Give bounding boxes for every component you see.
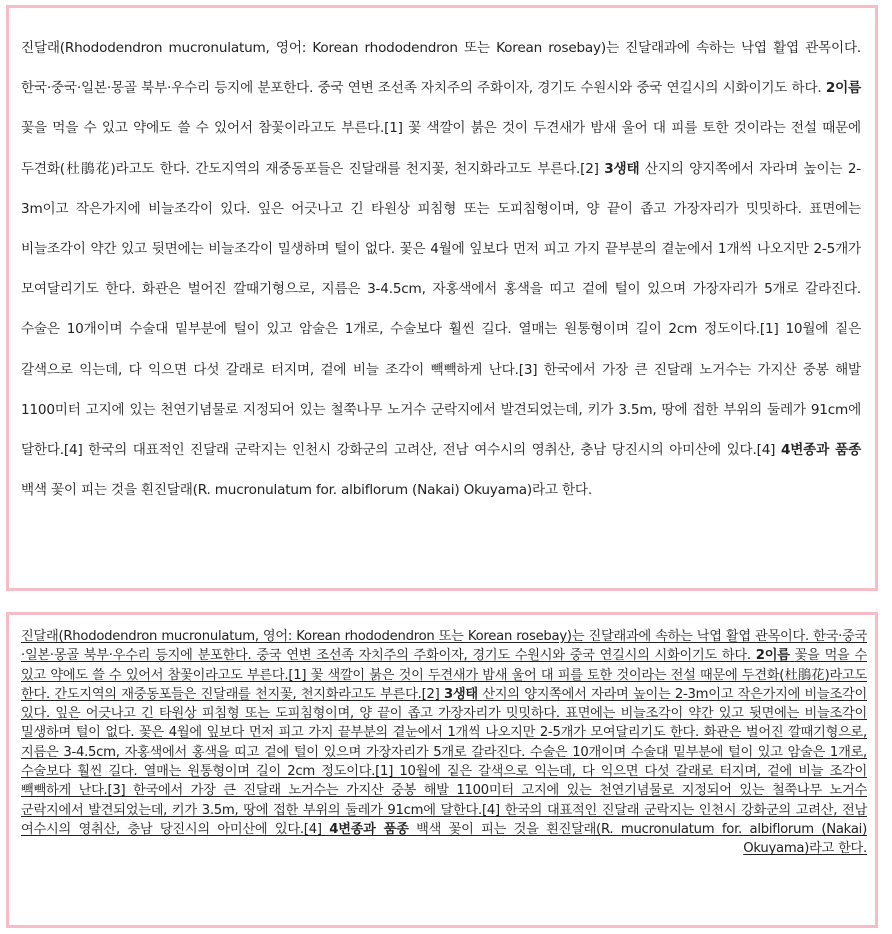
section-heading-name: 2이름 [825,80,861,97]
section-heading-varieties-source: 4변종과 품종 [329,821,409,837]
article-panel-rendered [6,5,878,591]
section-heading-varieties: 4변종과 품종 [780,442,862,459]
section-heading-ecology-source: 3생태 [443,686,478,702]
article-text-source [21,627,867,859]
ecology-section-text-source[interactable]: 산지의 양지쪽에서 자라며 높이는 2-3m이고 작은가지에 비늘조각이 있다. 잎은 어긋나고 긴 타원상 피침형 또는 도피침형이며, 양 끝이 좁고 가장자리가 밋밋하다. 표면에는 비늘조각이 약간 있고 뒷면에는 비늘조각이 밀생하며 털이 없다. 꽃은 4월에 잎보다 먼저 피고 가지 끝부분의 곁눈에서 1개씩 나오지만 2-5개가 모여달리기도 한다. 화관은 벌어진 깔때기형으로, 지름은 3-4.5cm, 자홍색에서 홍색을 띠고 겉에 털이 있으며 가장자리가 5개로 갈라진다. 수술은 10개이며 수술대 밑부분에 털이 있고 암술은 1개로, 수술보다 훨씬 길다. 열매는 원통형이며 길이 2cm 정도이다.[1] 10월에 짙은 갈색으로 익는데, 다 익으면 다섯 갈래로 터지며, 겉에 비늘 조각이 빽빽하게 난다.[3] 한국에서 가장 큰 진달래 노거수는 가지산 중봉 해발 1100미터 고지에 있는 천연기념물로 지정되어 있는 철쭉나무 노거수 군락지에서 발견되었는데, 키가 3.5m, 땅에 접한 부위의 둘레가 91cm에 달한다.[4] 한국의 대표적인 진달래 군락지는 인천시 강화군의 고려산, 전남 여수시의 영취산, 충남 당진시의 아미산에 있다.[4] [21,686,867,837]
article-panel-source [6,612,878,928]
ecology-section-text: 산지의 양지쪽에서 자라며 높이는 2-3m이고 작은가지에 비늘조각이 있다. 잎은 어긋나고 긴 타원상 피침형 또는 도피침형이며, 양 끝이 좁고 가장자리가 밋밋하다. 표면에는 비늘조각이 약간 있고 뒷면에는 비늘조각이 밀생하며 털이 없다. 꽃은 4월에 잎보다 먼저 피고 가지 끝부분의 곁눈에서 1개씩 나오지만 2-5개가 모여달리기도 한다. 화관은 벌어진 깔때기형으로, 지름은 3-4.5cm, 자홍색에서 홍색을 띠고 겉에 털이 있으며 가장자리가 5개로 갈라진다. 수술은 10개이며 수술대 밑부분에 털이 있고 암술은 1개로, 수술보다 훨씬 길다. 열매는 원통형이며 길이 2cm 정도이다.[1] 10월에 짙은 갈색으로 익는데, 다 익으면 다섯 갈래로 터지며, 겉에 비늘 조각이 빽빽하게 난다.[3] 한국에서 가장 큰 진달래 노거수는 가지산 중봉 해발 1100미터 고지에 있는 천연기념물로 지정되어 있는 철쭉나무 노거수 군락지에서 발견되었는데, 키가 3.5m, 땅에 접한 부위의 둘레가 91cm에 달한다.[4] 한국의 대표적인 진달래 군락지는 인천시 강화군의 고려산, 전남 여수시의 영취산, 충남 당진시의 아미산에 있다.[4] [21,160,861,459]
varieties-section-text: 백색 꽃이 피는 것을 흰진달래(R. mucronulatum for. albiflorum (Nakai) Okuyama)라고 한다. [21,482,592,499]
name-section-text: 꽃을 먹을 수 있고 약에도 쓸 수 있어서 참꽃이라고도 부른다.[1] 꽃 색깔이 붉은 것이 두견새가 밤새 울어 대 피를 토한 것이라는 전설 때문에 두견화(杜鵑花)라고도 한다. 간도지역의 재중동포들은 진달래를 천지꽃, 천지화라고도 부른다.[2] [21,120,861,177]
intro-text: 진달래(Rhododendron mucronulatum, 영어: Korean rhododendron 또는 Korean rosebay)는 진달래과에 속하는 낙엽 활엽 관목이다. 한국·중국·일본·몽골 북부·우수리 등지에 분포한다. 중국 연변 조선족 자치주의 주화이자, 경기도 수원시와 중국 연길시의 시화이기도 하다. [21,40,861,97]
section-heading-name-source: 2이름 [755,648,790,664]
name-section-text-source[interactable]: 꽃을 먹을 수 있고 약에도 쓸 수 있어서 참꽃이라고도 부른다.[1] 꽃 색깔이 붉은 것이 두견새가 밤새 울어 대 피를 토한 것이라는 전설 때문에 두견화(杜鵑花)라고도 한다. 간도지역의 재중동포들은 진달래를 천지꽃, 천지화라고도 부른다.[2] [21,648,867,702]
intro-text-source[interactable]: 진달래(Rhododendron mucronulatum, 영어: Korean rhododendron 또는 Korean rosebay)는 진달래과에 속하는 낙엽 활엽 관목이다. 한국·중국·일본·몽골 북부·우수리 등지에 분포한다. 중국 연변 조선족 자치주의 주화이자, 경기도 수원시와 중국 연길시의 시화이기도 하다. [21,629,867,664]
varieties-section-text-source[interactable]: 백색 꽃이 피는 것을 흰진달래(R. mucronulatum for. albiflorum (Nakai) Okuyama)라고 한다. [416,821,867,857]
article-text [21,28,861,510]
section-heading-ecology: 3생태 [604,160,640,177]
